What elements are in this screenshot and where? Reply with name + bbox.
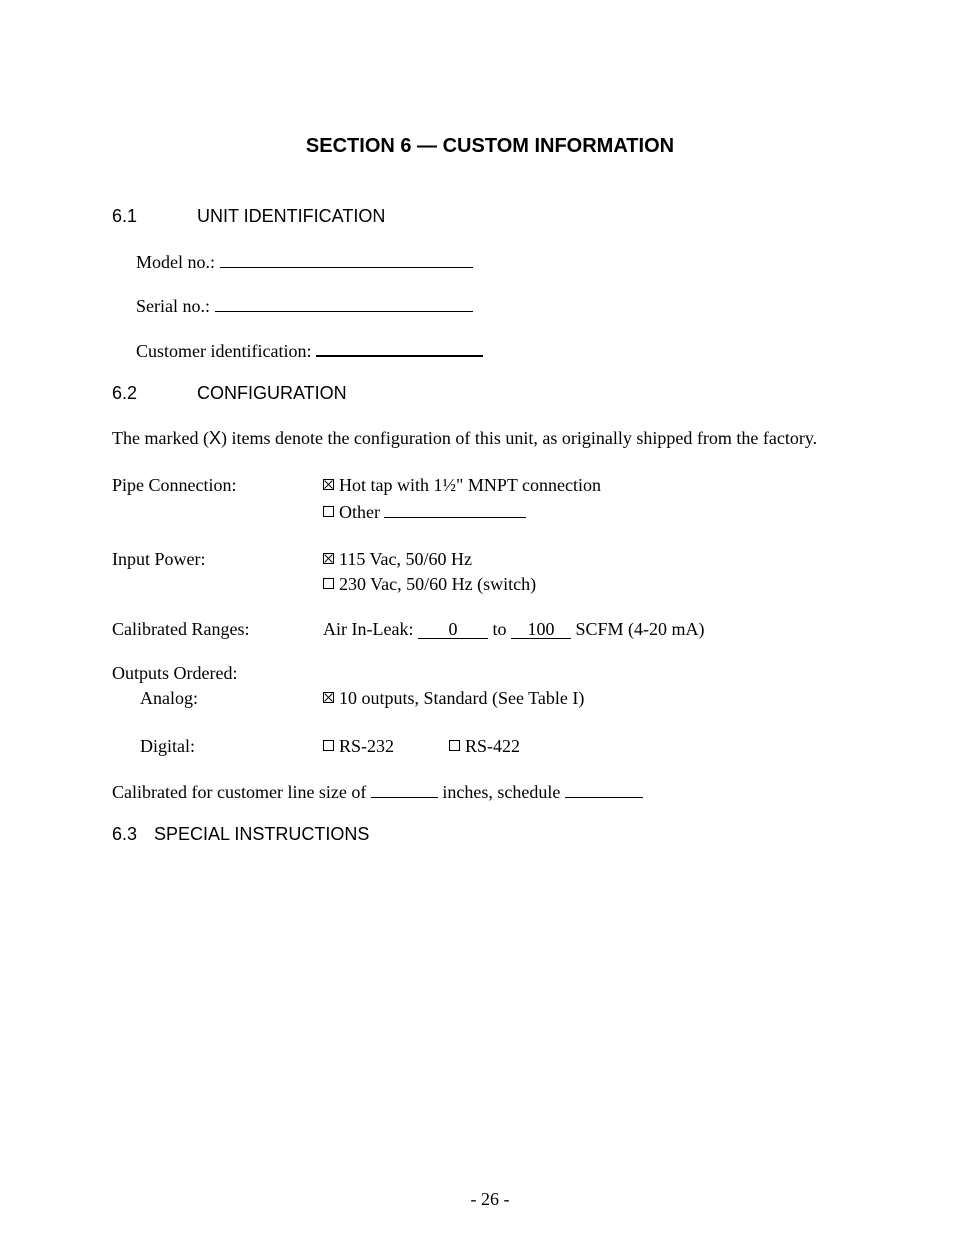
digital-option-rs422[interactable]: [449, 736, 520, 757]
checked-box-icon[interactable]: [323, 479, 334, 490]
pipe-option-other[interactable]: [323, 501, 526, 523]
analog-option-standard[interactable]: [323, 688, 584, 709]
pipe-option-other-label: Other: [339, 502, 380, 522]
pipe-option-hot-tap[interactable]: [323, 475, 601, 496]
schedule-field[interactable]: [565, 781, 643, 798]
line-size-field[interactable]: [371, 781, 438, 798]
air-in-leak-label: Air In-Leak:: [323, 619, 414, 639]
range-to-word: to: [492, 619, 507, 639]
digital-option-rs232-label: RS-232: [339, 736, 395, 756]
air-in-leak-range: [323, 619, 705, 640]
section-6-1-number: 6.1: [112, 206, 138, 226]
outputs-ordered-label: Outputs Ordered:: [112, 663, 238, 683]
customer-id-row: [136, 339, 483, 362]
analog-label: Analog:: [140, 688, 198, 708]
line-size-row: [112, 781, 643, 803]
checkbox-icon[interactable]: [323, 740, 334, 751]
intro-text-end: ) items denote the configuration of this unit, as originally shipped from the factory.: [220, 428, 818, 448]
configuration-intro: [112, 428, 817, 449]
digital-label: Digital:: [140, 736, 195, 756]
intro-x-mark: X: [208, 428, 221, 448]
line-size-text: Calibrated for customer line size of: [112, 782, 367, 802]
customer-id-field[interactable]: [316, 339, 483, 357]
pipe-connection-label: Pipe Connection:: [112, 475, 237, 495]
analog-option-label: 10 outputs, Standard (See Table I): [339, 688, 585, 708]
section-6-3-title: SPECIAL INSTRUCTIONS: [154, 824, 370, 844]
section-6-1-title: UNIT IDENTIFICATION: [197, 206, 386, 226]
serial-no-label: Serial no.:: [136, 296, 210, 316]
section-6-2-title: CONFIGURATION: [197, 383, 347, 403]
serial-no-row: [136, 295, 473, 317]
customer-id-label: Customer identification:: [136, 341, 312, 361]
model-no-field[interactable]: [220, 251, 473, 268]
schedule-text: inches, schedule: [442, 782, 561, 802]
power-option-230[interactable]: [323, 574, 536, 595]
checkbox-icon[interactable]: [449, 740, 460, 751]
calibrated-ranges-label: Calibrated Ranges:: [112, 619, 250, 639]
section-6-2-number: 6.2: [112, 383, 138, 403]
model-no-row: [136, 251, 473, 273]
page-number: - 26 -: [470, 1189, 510, 1209]
serial-no-field[interactable]: [215, 295, 473, 312]
checked-box-icon[interactable]: [323, 692, 334, 703]
range-from-value[interactable]: 0: [418, 620, 488, 639]
model-no-label: Model no.:: [136, 252, 215, 272]
range-unit: SCFM (4-20 mA): [575, 619, 705, 639]
pipe-option-hot-tap-label: Hot tap with 1½" MNPT connection: [339, 475, 601, 495]
checked-box-icon[interactable]: [323, 553, 334, 564]
intro-text-start: The marked (: [112, 428, 209, 448]
checkbox-icon[interactable]: [323, 578, 334, 589]
power-option-115-label: 115 Vac, 50/60 Hz: [339, 549, 472, 569]
section-6-3-number: 6.3: [112, 824, 138, 844]
digital-option-rs422-label: RS-422: [465, 736, 521, 756]
power-option-230-label: 230 Vac, 50/60 Hz (switch): [339, 574, 537, 594]
digital-option-rs232[interactable]: [323, 736, 394, 757]
power-option-115[interactable]: [323, 549, 472, 570]
pipe-other-field[interactable]: [384, 501, 526, 518]
section-title: SECTION 6 — CUSTOM INFORMATION: [305, 135, 675, 157]
checkbox-icon[interactable]: [323, 506, 334, 517]
range-to-value[interactable]: 100: [511, 620, 571, 639]
input-power-label: Input Power:: [112, 549, 206, 569]
